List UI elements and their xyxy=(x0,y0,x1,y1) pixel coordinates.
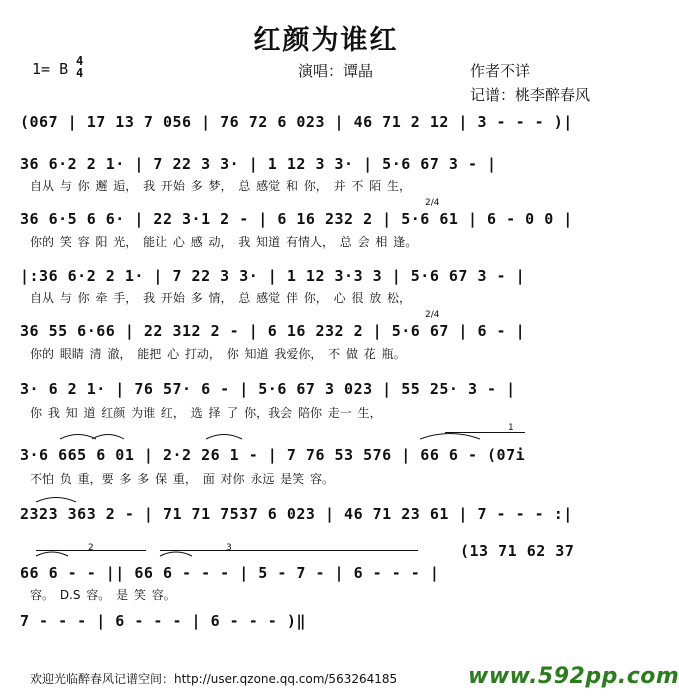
time-signature-bottom: 4 xyxy=(76,66,84,80)
score-row: 7 - - - | 6 - - - | 6 - - - )‖ xyxy=(20,612,306,630)
lyric-row: 容。 D.S 容。 是 笑 容。 xyxy=(30,588,176,602)
score-row: 36 6·5 6 6· | 22 3·1 2 - | 6 16 232 2 | 5·6 61 | 6 - 0 0 | xyxy=(20,210,573,228)
lyric-row: 你的 笑 容 阳 光， 能让 心 感 动， 我 知道 有情人， 总 会 相 逢。 xyxy=(30,235,418,249)
site-logo[interactable]: www.592pp.com xyxy=(468,664,679,689)
score-row: 36 55 6·66 | 22 312 2 - | 6 16 232 2 | 5·6 67 | 6 - | xyxy=(20,322,526,340)
score-row: 2323 363 2 - | 71 71 7537 6 023 | 46 71 23 61 | 7 - - - :| xyxy=(20,505,573,523)
volta-number: 3 xyxy=(226,543,232,553)
volta-bracket xyxy=(160,550,418,557)
score-row: 3·6 665 6 01 | 2·2 26 1 - | 7 76 53 576 | 66 6 - (07i xyxy=(20,446,526,464)
lyric-row: 你 我 知 道 红颜 为谁 红， 选 择 了 你，我会 陪你 走一 生， xyxy=(30,406,382,420)
final-ending-intro: (13 71 62 37 xyxy=(460,542,575,560)
score-row: 36 6·2 2 1· | 7 22 3 3· | 1 12 3 3· | 5·6 67 3 - | xyxy=(20,155,497,173)
page-title: 红颜为谁红 xyxy=(253,25,399,56)
key-signature: 1= B xyxy=(32,60,69,78)
lyric-row: 你的 眼睛 清 澈， 能把 心 打动， 你 知道 我爱你， 不 做 花 瓶。 xyxy=(30,347,406,361)
score-row: 66 6 - - || 66 6 - - - | 5 - 7 - | 6 - - - | xyxy=(20,564,440,582)
time-signature-top: 4 xyxy=(76,54,84,68)
footer-text: 欢迎光临醉春风记谱空间：http://user.qzone.qq.com/563264185 xyxy=(30,672,398,686)
composer-credit: 作者不详 xyxy=(470,62,531,80)
volta-number: 2 xyxy=(88,543,94,553)
lyric-row: 自从 与 你 邂 逅， 我 开始 多 梦， 总 感觉 和 你， 并 不 陌 生， xyxy=(30,179,412,193)
time-signature xyxy=(76,55,83,79)
lyric-row: 不怕 负 重，要 多 多 保 重， 面 对你 永远 是笑 容。 xyxy=(30,472,334,486)
score-row: |:36 6·2 2 1· | 7 22 3 3· | 1 12 3·3 3 | 5·6 67 3 - | xyxy=(20,267,526,285)
singer-credit: 演唱：谭晶 xyxy=(298,62,374,80)
meter-change-marker: 2/4 xyxy=(425,310,440,320)
meter-change-marker: 2/4 xyxy=(425,198,440,208)
volta-number: 1 xyxy=(508,423,514,433)
recorder-credit: 记谱：桃李醉春风 xyxy=(470,86,591,104)
volta-bracket xyxy=(445,432,525,439)
score-row: (067 | 17 13 7 056 | 76 72 6 023 | 46 71 2 12 | 3 - - - )| xyxy=(20,113,573,131)
score-row: 3· 6 2 1· | 76 57· 6 - | 5·6 67 3 023 | 55 25· 3 - | xyxy=(20,380,516,398)
lyric-row: 自从 与 你 牵 手， 我 开始 多 情， 总 感觉 伴 你， 心 很 放 松， xyxy=(30,291,412,305)
